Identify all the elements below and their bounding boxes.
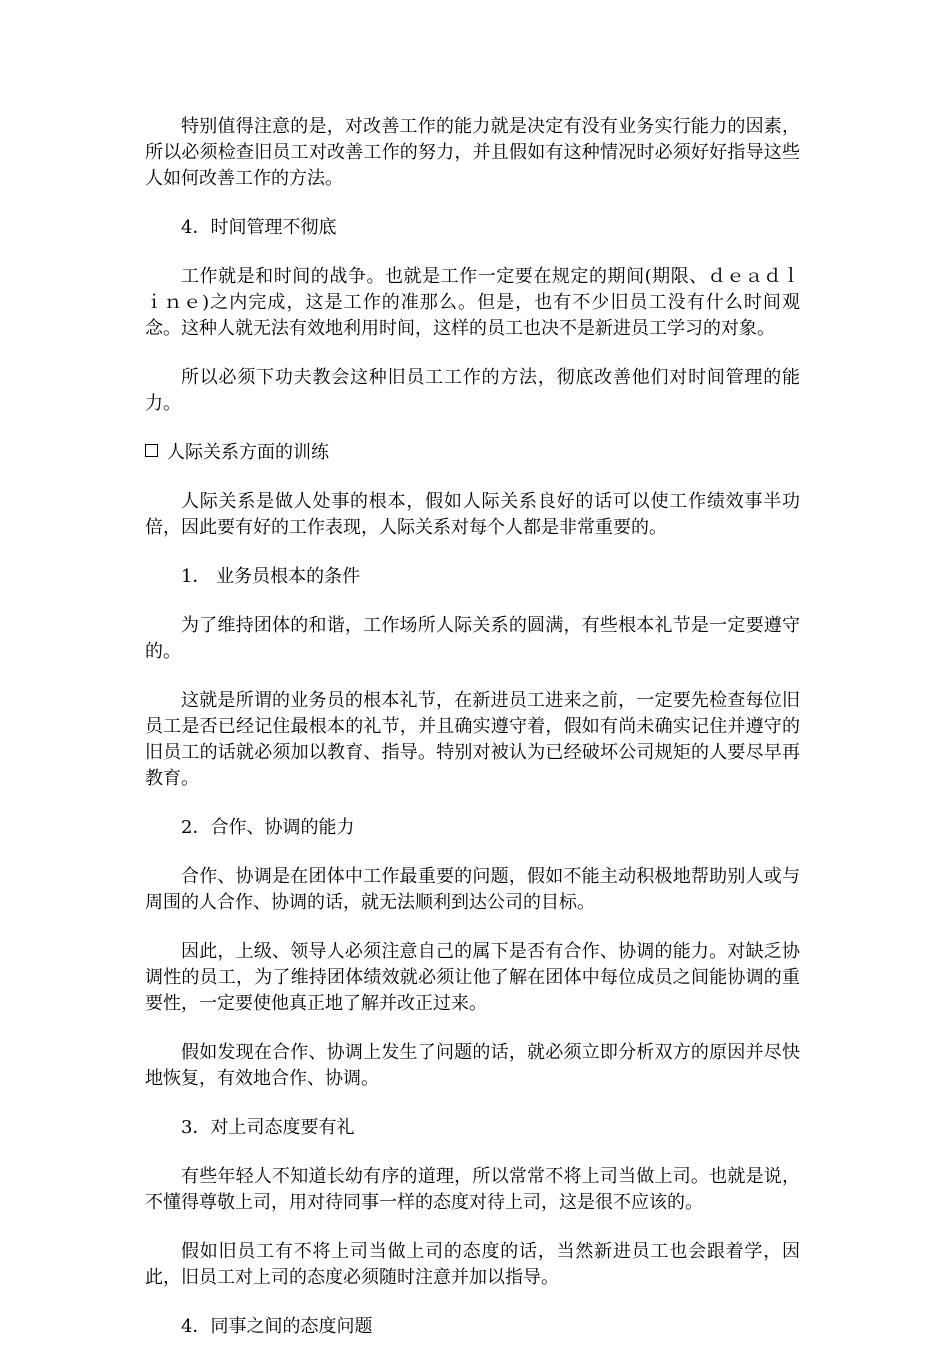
paragraph-cooperation-problems: 假如发现在合作、协调上发生了问题的话，就必须立即分析双方的原因并尽快地恢复，有效地合作、协调。: [145, 1042, 800, 1089]
checkbox-square-icon: [145, 444, 158, 457]
paragraph-cooperation-importance: 合作、协调是在团体中工作最重要的问题，假如不能主动积极地帮助别人或与周围的人合作、协调的话，就无法顺利到达公司的目标。: [145, 866, 800, 913]
paragraph-basic-etiquette: 为了维持团体的和谐，工作场所人际关系的圆满，有些根本礼节是一定要遵守的。: [145, 615, 800, 662]
paragraph-young-people: 有些年轻人不知道长幼有序的道理，所以常常不将上司当做上司。也就是说，不懂得尊敬上司，用对待同事一样的态度对待上司，这是很不应该的。: [145, 1166, 800, 1213]
section-heading-interpersonal: [145, 440, 800, 466]
section-heading-label: 人际关系方面的训练: [167, 442, 329, 463]
paragraph-interpersonal-basis: 人际关系是做人处事的根本，假如人际关系良好的话可以使工作绩效事半功倍，因此要有好的工作表现，人际关系对每个人都是非常重要的。: [145, 491, 800, 538]
paragraph-time-training: 所以必须下功夫教会这种旧员工工作的方法，彻底改善他们对时间管理的能力。: [145, 367, 800, 414]
paragraph-improvement-ability: 特别值得注意的是，对改善工作的能力就是决定有没有业务实行能力的因素，所以必须检查旧员工对改善工作的努力，并且假如有这种情况时必须好好指导这些人如何改善工作的方法。: [145, 116, 800, 189]
heading-superior-respect: 3．对上司态度要有礼: [181, 1117, 355, 1138]
paragraph-superior-attitude: 假如旧员工有不将上司当做上司的态度的话，当然新进员工也会跟着学，因此，旧员工对上司的态度必须随时注意并加以指导。: [145, 1241, 800, 1288]
document-page: [145, 114, 800, 1363]
heading-colleague-attitude: 4．同事之间的态度问题: [181, 1316, 373, 1337]
heading-cooperation: 2．合作、协调的能力: [181, 817, 355, 838]
heading-time-management: 4．时间管理不彻底: [181, 217, 337, 238]
paragraph-etiquette-check: 这就是所谓的业务员的根本礼节，在新进员工进来之前，一定要先检查每位旧员工是否已经记住最根本的礼节，并且确实遵守着，假如有尚未确实记住并遵守的旧员工的话就必须加以教育、指导。特别对被认为已经破坏公司规矩的人要尽早再教育。: [145, 690, 800, 789]
paragraph-cooperation-leaders: 因此，上级、领导人必须注意自己的属下是否有合作、协调的能力。对缺乏协调性的员工，为了维持团体绩效就必须让他了解在团体中每位成员之间能协调的重要性，一定要使他真正地了解并改正过来。: [145, 941, 800, 1014]
heading-salesperson-basics: 1． 业务员根本的条件: [181, 566, 361, 587]
paragraph-time-war: 工作就是和时间的战争。也就是工作一定要在规定的期间(期限、ｄｅａｄｌｉｎｅ)之内完成，这是工作的准那么。但是，也有不少旧员工没有什么时间观念。这种人就无法有效地利用时间，这样的员工也决不是新进员工学习的对象。: [145, 266, 800, 339]
